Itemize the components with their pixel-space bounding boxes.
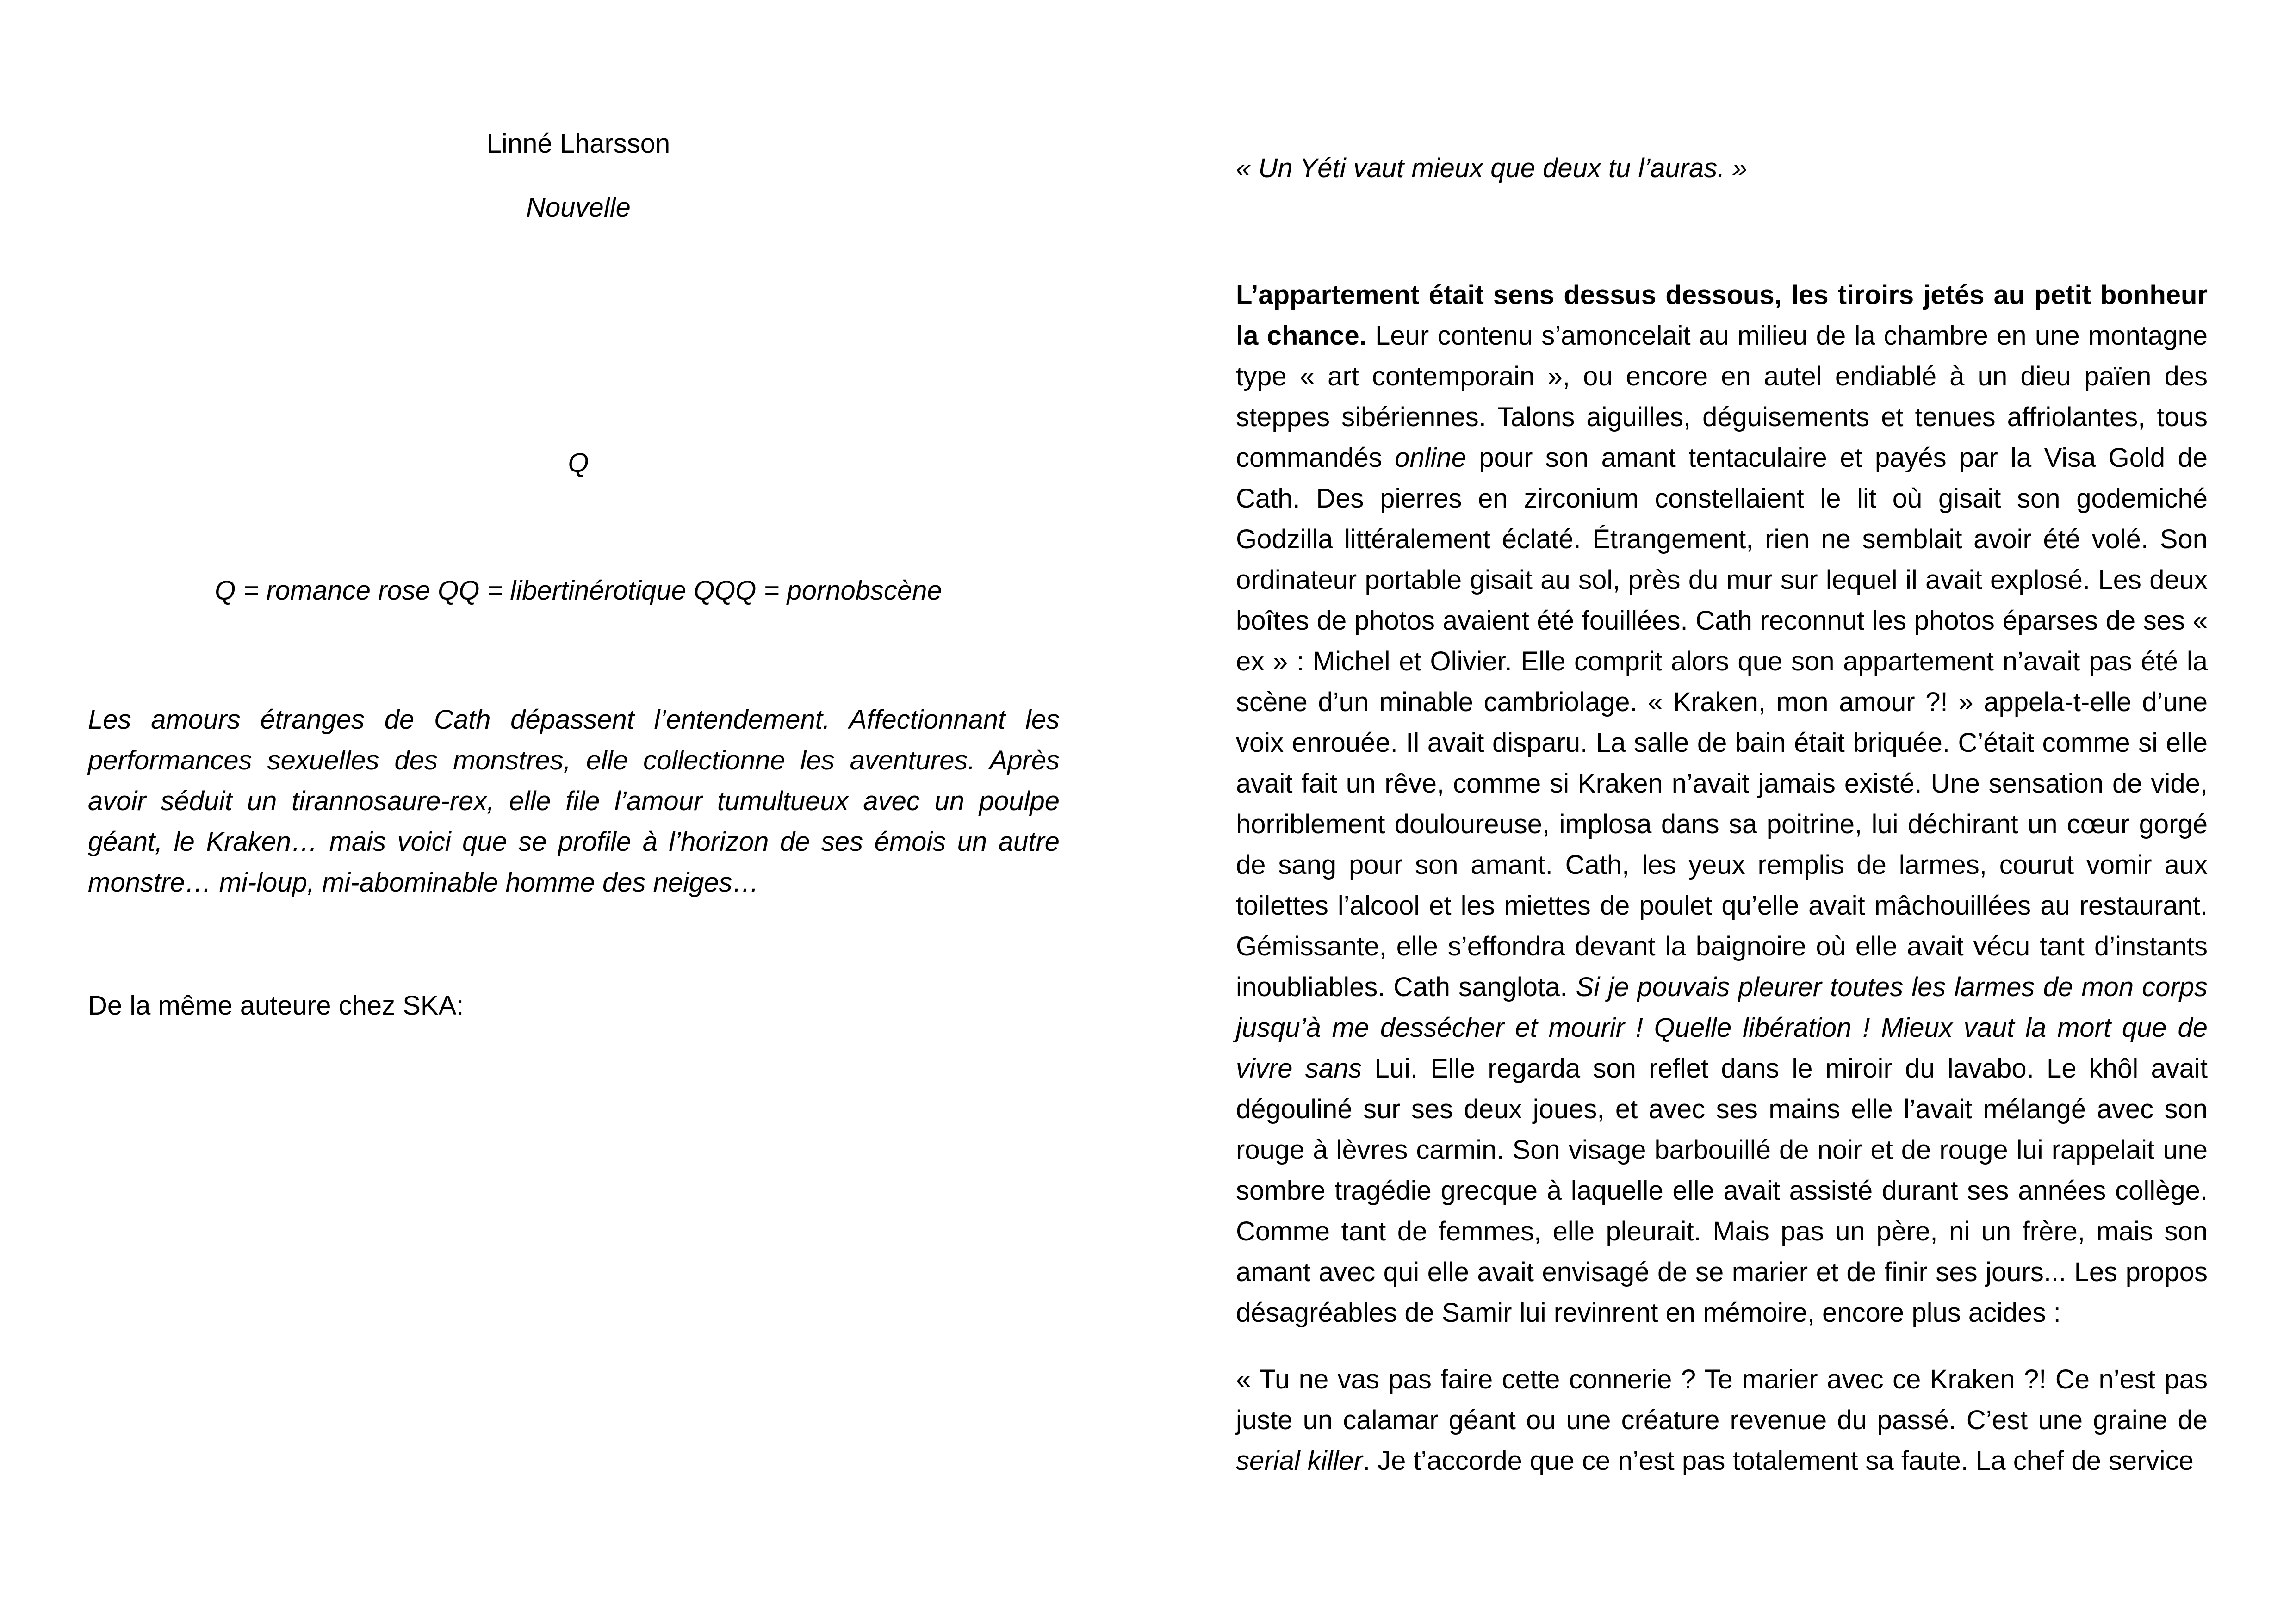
emphasis-text: online: [1395, 443, 1467, 473]
rating-mark: Q: [568, 448, 589, 478]
opening-sentence: L’appartement était sens dessus dessous, les tiroirs jetés au petit bonheur la chance.: [1236, 280, 2208, 351]
paragraph-text: Lui. Elle regarda son reflet dans le miroir du lavabo. Le khôl avait dégouliné sur ses deux joues, et avec ses mains elle l’avait mélangé avec son rouge à lèvres carmin. Son visage barbouillé de noir et de rouge lui rappelait une sombre tragédie grecque à laquelle elle avait assisté durant ses années collège. Comme tant de femmes, elle pleurait. Mais pas un père, ni un frère, mais son amant avec qui elle avait envisagé de se marier et de finir ses jours... Les propos désagréables de Samir lui revinrent en mémoire, encore plus acides :: [1236, 1053, 2208, 1328]
paragraph-text: pour son amant tentaculaire et payés par la Visa Gold de Cath. Des pierres en zirconium constellaient le lit où gisait son godemiché Godzilla littéralement éclaté. Étrangement, rien ne semblait avoir été volé. Son ordinateur portable gisait au sol, près du mur sur lequel il avait explosé. Les deux boîtes de photos avaient été fouillées. Cath reconnut les photos éparses de ses « ex » : Michel et Olivier. Elle comprit alors que son appartement n’avait pas été la scène d’un minable cambriolage. « Kraken, mon amour ?! » appela-t-elle d’une voix enrouée. Il avait disparu. La salle de bain était briquée. C’était comme si elle avait fait un rêve, comme si Kraken n’avait jamais existé. Une sensation de vide, horriblement douloureuse, implosa dans sa poitrine, lui déchirant un cœur gorgé de sang pour son amant. Cath, les yeux remplis de larmes, courut vomir aux toilettes l’alcool et les miettes de poulet qu’elle avait mâchouillées au restaurant. Gémissante, elle s’effondra devant la baignoire où elle avait vécu tant d’instants inoubliables. Cath sanglota.: [1236, 443, 2208, 1002]
book-blurb: Les amours étranges de Cath dépassent l’entendement. Affectionnant les performances sexuelles des monstres, elle collectionne les aventures. Après avoir séduit un tirannosaure-rex, elle file l’amour tumultueux avec un poulpe géant, le Kraken… mais voici que se profile à l’horizon de ses émois un autre monstre… mi-loup, mi-abominable homme des neiges…: [88, 705, 1060, 898]
author-name: Linné Lharsson: [486, 129, 670, 159]
story-body: [1236, 275, 2208, 1481]
paragraph-text: « Tu ne vas pas faire cette connerie ? Te marier avec ce Kraken ?! Ce n’est pas juste un calamar géant ou une créature revenue du passé. C’est une graine de: [1236, 1364, 2208, 1435]
epigraph: « Un Yéti vaut mieux que deux tu l’auras. »: [1236, 153, 1747, 183]
paragraph-text: . Je t’accorde que ce n’est pas totalement sa faute. La chef de service: [1362, 1446, 2194, 1476]
rating-legend: Q = romance rose QQ = libertinérotique QQQ = pornobscène: [215, 576, 942, 606]
same-author-heading: De la même auteure chez SKA:: [88, 991, 464, 1021]
paragraph-text: Leur contenu s’amoncelait au milieu de la chambre en une montagne type « art contemporain », ou encore en autel endiablé à un dieu païen des steppes sibériennes. Talons aiguilles, déguisements et tenues affriolantes, tous commandés: [1236, 321, 2208, 473]
right-page: [1148, 0, 2296, 1623]
story-paragraph-1: [1236, 275, 2208, 1333]
inner-thought: Si je pouvais pleurer toutes les larmes de mon corps jusqu’à me dessécher et mourir ! Quelle libération ! Mieux vaut la mort que de vivre sans: [1236, 972, 2208, 1084]
story-paragraph-2: [1236, 1359, 2208, 1481]
emphasis-text: serial killer: [1236, 1446, 1363, 1476]
genre-label: Nouvelle: [526, 192, 631, 223]
